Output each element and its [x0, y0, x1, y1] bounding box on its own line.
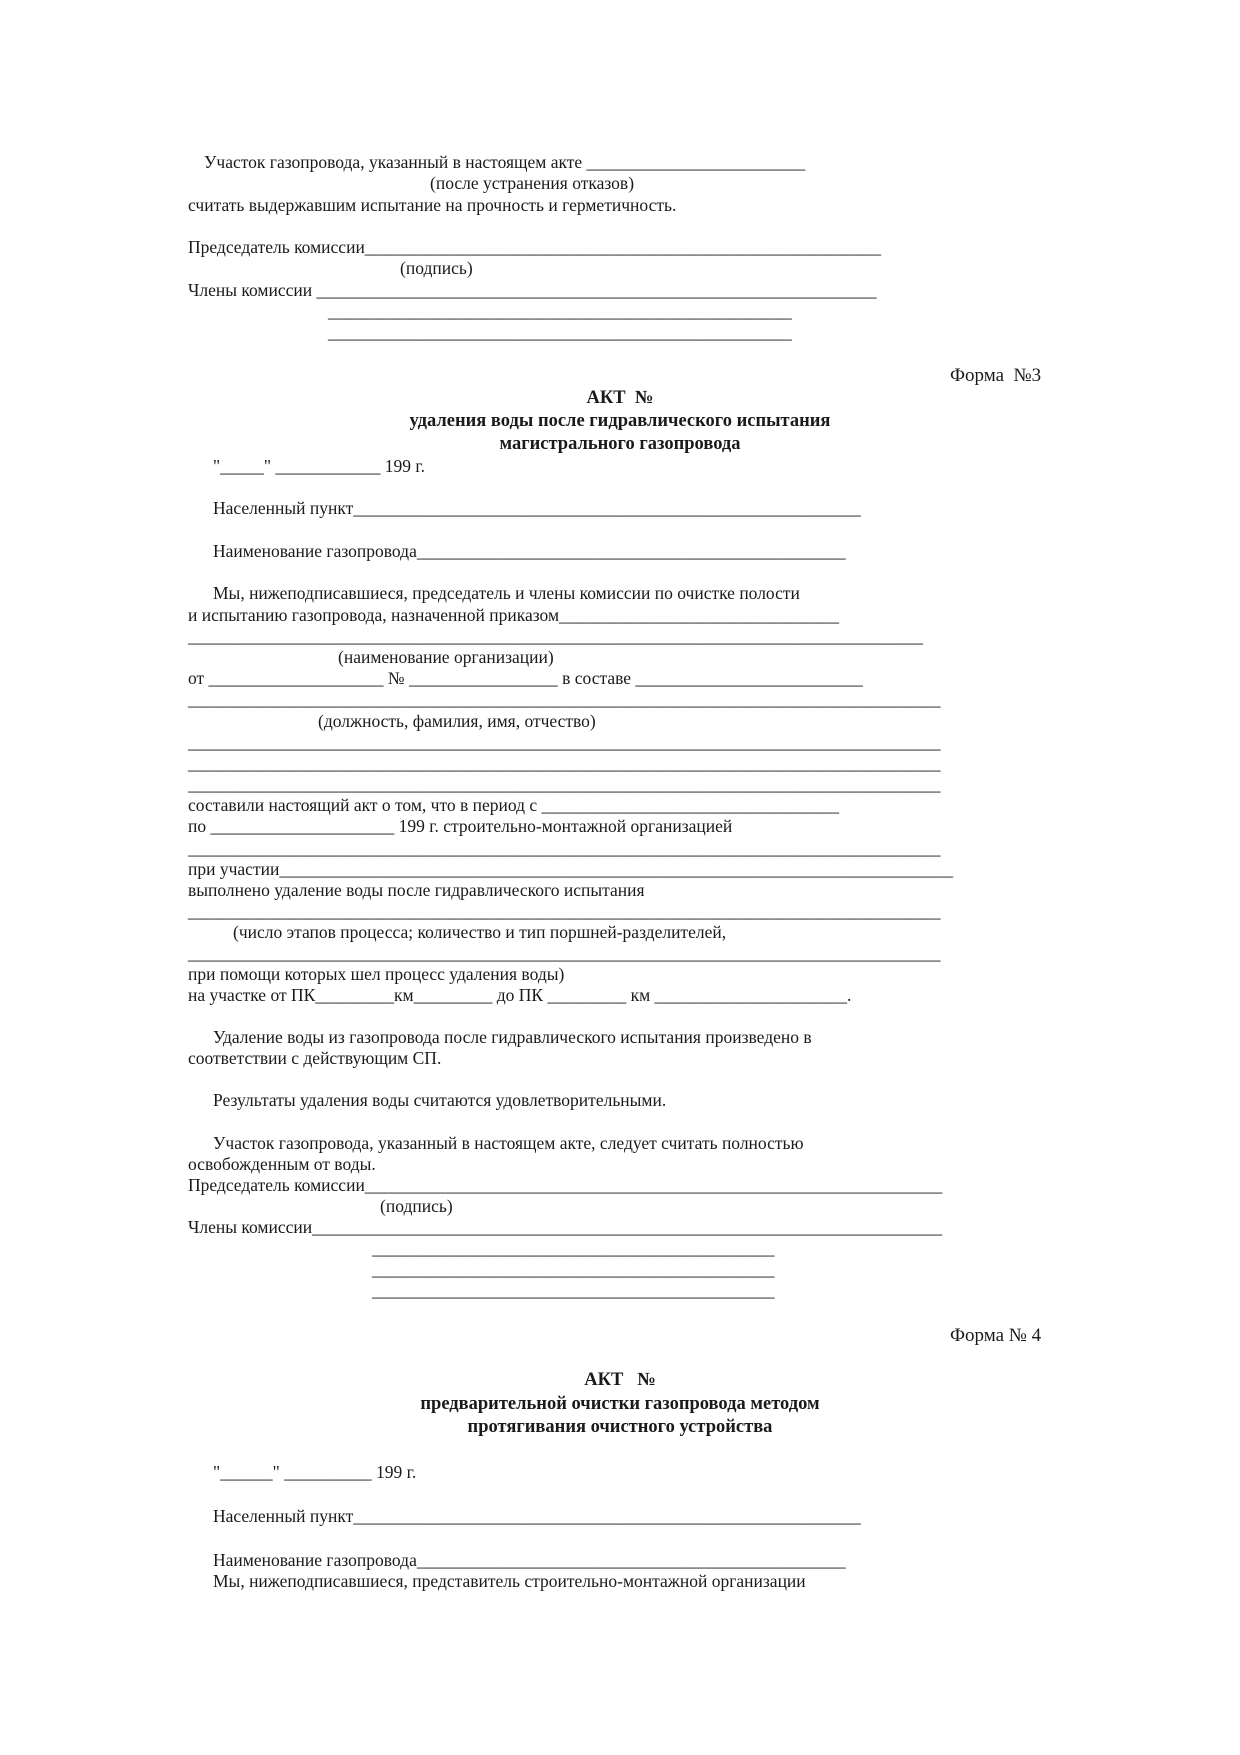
caption: (число этапов процесса; количество и тип поршней-разделителей,	[233, 922, 727, 942]
order-line: от ____________________ № _________________ в составе __________________________	[188, 668, 863, 688]
blank-line: ______________________________________________________________________________________	[188, 774, 941, 794]
blank-line: ____________________________________________________________________________________	[188, 626, 923, 646]
blank-line: ______________________________________________________________________________________	[188, 838, 941, 858]
pipeline-name-line: Наименование газопровода_________________________________________________	[213, 541, 846, 561]
caption: (наименование организации)	[338, 647, 554, 667]
section-range-line: на участке от ПК_________км_________ до ПК _________ км ______________________.	[188, 985, 852, 1005]
blank-line: ______________________________________________________________________________________	[188, 732, 941, 752]
act-subtitle: протягивания очистного устройства	[467, 1417, 773, 1437]
act-subtitle: предварительной очистки газопровода методом	[420, 1394, 820, 1414]
paragraph: Мы, нижеподписавшиеся, председатель и члены комиссии по очистке полости	[213, 583, 800, 603]
blank-line: ______________________________________________	[372, 1259, 775, 1279]
caption: (должность, фамилия, имя, отчество)	[318, 711, 596, 731]
settlement-line: Населенный пункт__________________________________________________________	[213, 1506, 861, 1526]
paragraph: Мы, нижеподписавшиеся, представитель строительно-монтажной организации	[213, 1571, 806, 1591]
blank-line: _____________________________________________________	[328, 301, 792, 321]
blank-line: ______________________________________________________________________________________	[188, 943, 941, 963]
paragraph: Результаты удаления воды считаются удовлетворительными.	[213, 1090, 667, 1110]
paragraph: Участок газопровода, указанный в настоящем акте, следует считать полностью	[213, 1133, 804, 1153]
period-line: по _____________________ 199 г. строительно-монтажной организацией	[188, 816, 733, 836]
form-label: Форма №3	[950, 365, 1042, 386]
members-signature-line: Члены комиссии________________________________________________________________________	[188, 1217, 943, 1237]
blank-line: _____________________________________________________	[328, 322, 792, 342]
section-text: Участок газопровода, указанный в настоящем акте _________________________	[204, 152, 806, 172]
date-line: "_____" ____________ 199 г.	[213, 456, 425, 476]
blank-line: ______________________________________________________________________________________	[188, 753, 941, 773]
act-subtitle: магистрального газопровода	[499, 434, 741, 454]
paragraph: освобожденным от воды.	[188, 1154, 376, 1174]
blank-line: ______________________________________________	[372, 1280, 775, 1300]
blank-line: ______________________________________________	[372, 1238, 775, 1258]
act-subtitle: удаления воды после гидравлического испытания	[409, 411, 831, 431]
form-label: Форма № 4	[950, 1325, 1042, 1346]
caption: (после устранения отказов)	[430, 173, 635, 193]
participation-line: при участии_____________________________________________________________________________	[188, 859, 954, 879]
members-signature-line: Члены комиссии ________________________________________________________________	[188, 280, 877, 300]
period-line: составили настоящий акт о том, что в период с __________________________________	[188, 795, 840, 815]
section-text: считать выдержавшим испытание на прочность и герметичность.	[188, 195, 677, 215]
paragraph: при помощи которых шел процесс удаления воды)	[188, 964, 565, 984]
date-line: "______" __________ 199 г.	[213, 1462, 417, 1482]
signature-caption: (подпись)	[400, 258, 473, 278]
paragraph: Удаление воды из газопровода после гидравлического испытания произведено в	[213, 1027, 812, 1047]
signature-caption: (подпись)	[380, 1196, 453, 1216]
blank-line: ______________________________________________________________________________________	[188, 901, 941, 921]
chairman-signature-line: Председатель комиссии__________________________________________________________________	[188, 1175, 943, 1195]
blank-line: ______________________________________________________________________________________	[188, 689, 941, 709]
settlement-line: Населенный пункт__________________________________________________________	[213, 498, 861, 518]
paragraph: выполнено удаление воды после гидравлического испытания	[188, 880, 645, 900]
paragraph: и испытанию газопровода, назначенной приказом________________________________	[188, 605, 840, 625]
paragraph: соответствии с действующим СП.	[188, 1048, 442, 1068]
chairman-signature-line: Председатель комиссии___________________________________________________________	[188, 237, 882, 257]
act-title: АКТ №	[586, 388, 654, 408]
pipeline-name-line: Наименование газопровода_________________________________________________	[213, 1550, 846, 1570]
act-title: АКТ №	[584, 1370, 656, 1390]
